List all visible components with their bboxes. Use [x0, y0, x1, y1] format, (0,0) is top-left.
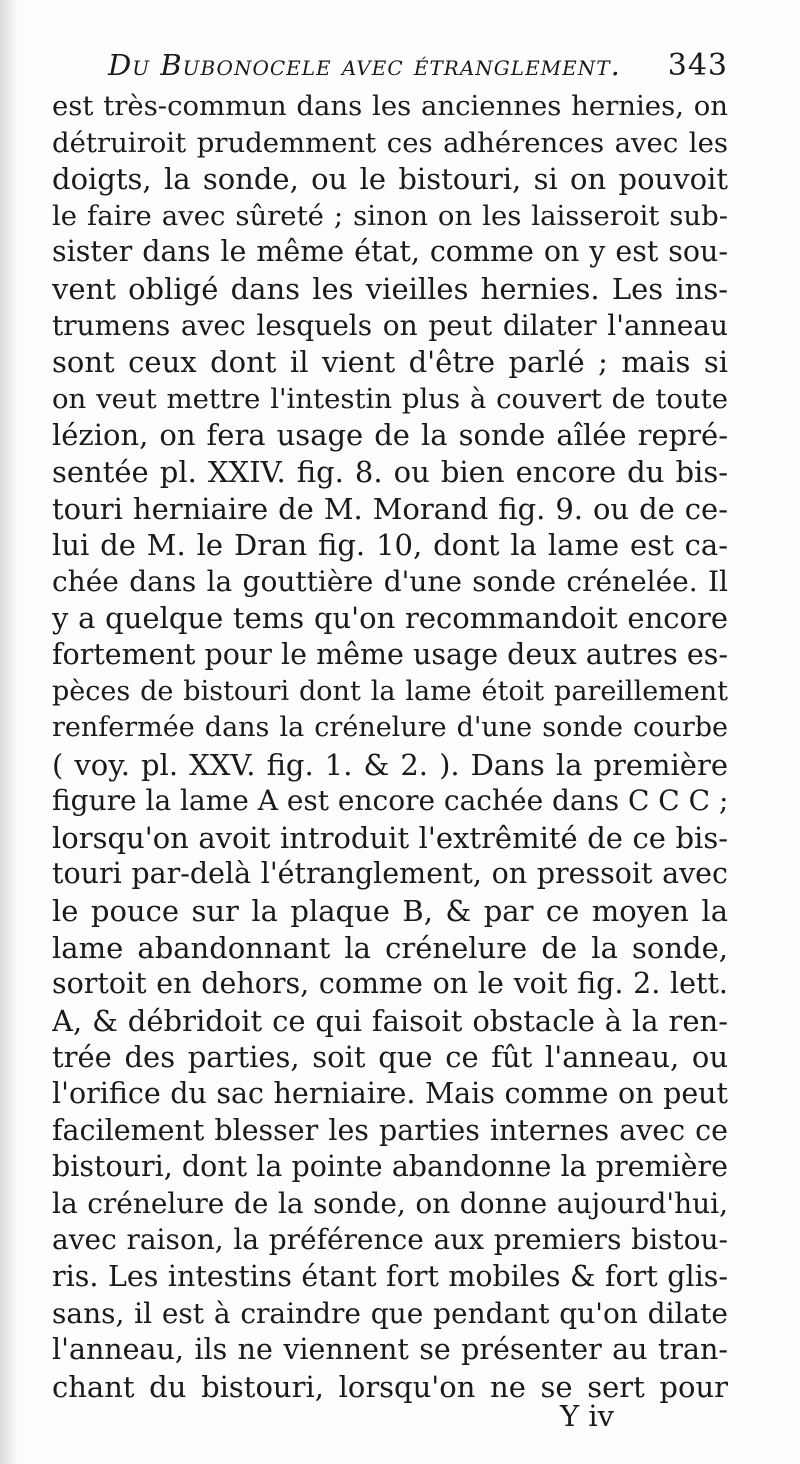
text-line: la crénelure de la sonde, on donne aujourd'hui, [52, 1186, 728, 1220]
text-line: lui de M. le Dran fig. 10, dont la lame est ca- [52, 528, 728, 563]
text-line: chant du bistouri, lorsqu'on ne se sert pour [52, 1369, 728, 1404]
text-line: lame abandonnant la crénelure de la sonde, [52, 930, 728, 965]
signature-mark: Y iv [560, 1399, 615, 1433]
text-line: fortement pour le même usage deux autres es- [52, 637, 728, 671]
text-line: touri par-delà l'étranglement, on pressoit avec [52, 857, 728, 891]
text-line: ris. Les intestins étant fort mobiles & fort glis- [52, 1260, 728, 1293]
text-line: figure la lame A est encore cachée dans C C C ; [52, 784, 728, 818]
text-line: lorsqu'on avoit introduit l'extrêmité de ce bis- [52, 820, 728, 855]
body-text [52, 88, 728, 1405]
text-line: l'orifice du sac herniaire. Mais comme on peut [52, 1077, 728, 1111]
text-line: trée des parties, soit que ce fût l'anneau, ou [52, 1040, 728, 1075]
text-line: renfermée dans la crénelure d'une sonde courbe [52, 712, 728, 744]
text-line: on veut mettre l'intestin plus à couvert de toute [52, 382, 728, 415]
text-line: l'anneau, ils ne viennent se présenter au tran- [52, 1333, 728, 1367]
text-line: vent obligé dans les vieilles hernies. Les ins- [52, 271, 728, 306]
text-line: sortoit en dehors, comme on le voit fig. 2. lett. [52, 967, 728, 1001]
text-line: lézion, on fera usage de la sonde aîlée repré- [52, 418, 728, 453]
text-line: sentée pl. XXIV. fig. 8. ou bien encore du bis- [52, 454, 728, 489]
text-line: doigts, la sonde, ou le bistouri, si on pouvoit [52, 162, 728, 197]
text-line: facilement blesser les parties internes avec ce [52, 1113, 728, 1147]
text-line: bistouri, dont la pointe abandonne la première [52, 1150, 728, 1184]
running-head [108, 48, 728, 88]
text-line: pèces de bistouri dont la lame étoit pareillement [52, 675, 728, 707]
text-line: sister dans le même état, comme on y est sou- [52, 235, 728, 269]
page-number: 343 [667, 48, 728, 83]
text-line: sans, il est à craindre que pendant qu'on dilate [52, 1296, 728, 1330]
page-gutter-shadow [0, 0, 18, 1464]
text-line: touri herniaire de M. Morand fig. 9. ou de ce- [52, 491, 728, 526]
text-line: sont ceux dont il vient d'être parlé ; mais si [52, 345, 728, 380]
text-line: est très-commun dans les anciennes hernies, on [52, 90, 728, 122]
text-line: ( voy. pl. XXV. fig. 1. & 2. ). Dans la première [52, 747, 728, 782]
running-head-title: Du Bubonocele avec étranglement. [108, 48, 621, 82]
text-line: chée dans la gouttière d'une sonde crénelée. Il [52, 564, 728, 598]
text-line: avec raison, la préférence aux premiers bistou- [52, 1223, 728, 1257]
text-line: y a quelque tems qu'on recommandoit encore [52, 601, 728, 636]
text-line: A, & débridoit ce qui faisoit obstacle à la ren- [52, 1003, 728, 1038]
text-line: détruiroit prudemment ces adhérences avec les [52, 126, 728, 159]
text-line: trumens avec lesquels on peut dilater l'anneau [52, 308, 728, 342]
text-line: le faire avec sûreté ; sinon on les laisseroit sub- [52, 199, 728, 232]
text-line: le pouce sur la plaque B, & par ce moyen la [52, 894, 728, 929]
